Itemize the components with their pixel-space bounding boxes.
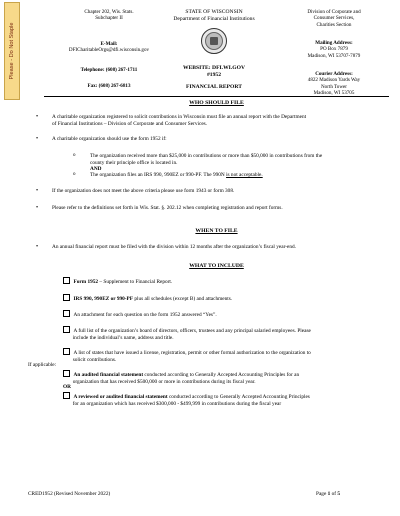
include-item-state-licenses [63,348,398,363]
checkbox[interactable] [63,370,70,377]
bullet-icon: • [36,205,39,211]
telephone: Telephone: (608) 267-1711 [80,67,138,73]
page-number: 1 [327,491,331,497]
email-block [40,41,178,54]
who-bullet-1 [52,114,397,127]
form-number: #1952 [207,71,221,78]
form-revision-id: CRED1952 (Revised November 2022) [28,491,111,497]
include-item-irs-990 [63,294,232,303]
do-not-staple-label: Please - Do Not Staple [9,22,15,80]
who-bullet-2: A charitable organization should use the form 1952 if: [52,136,167,142]
include-item-form-1952 [63,277,172,286]
courier-line: North Tower [320,83,347,90]
page-total: 5 [337,491,340,497]
state-name: STATE OF WISCONSIN [185,9,243,15]
agency-name [158,9,270,23]
item-text: include the individual’s name, address and title. [72,334,174,341]
item-text: – Supplement to Financial Report. [98,279,173,285]
criterion-text: The organization files an IRS 990, 990EZ or 990-PF. The 990N [90,172,227,178]
item-bold-text: IRS 990, 990EZ or 990-PF [73,296,133,302]
item-text: An attachment for each question on the form 1952 answered “Yes”. [73,312,217,318]
checkbox[interactable] [63,326,70,333]
include-item-audited [63,370,398,385]
item-text: conducted according to Generally Accepted Accounting Principles for an [143,372,300,378]
item-text: for an organization which has received $300,000 - $499,999 in contributions during the fiscal year [72,400,282,407]
item-bold-text: An audited financial statement [73,372,144,378]
page-indicator [316,491,340,498]
bullet-icon: • [36,136,39,142]
who-bullet-4: Please refer to the definitions set forth in Wis. Stat. §. 202.12 when completing registration and report forms. [52,205,283,211]
header-divider [44,96,389,97]
who-criterion-1 [90,153,400,166]
item-bold-text: A reviewed or audited financial statement [73,394,168,400]
when-bullet-1: An annual financial report must be filed with the division within 12 months after the organization’s fiscal year-end. [52,244,296,250]
item-text: A list of states that have issued a license, registration, permit or other formal authorization to the organization to [73,350,311,356]
do-not-staple-banner [4,2,20,100]
or-connector: OR [63,384,71,390]
who-should-file-heading: WHO SHOULD FILE [189,100,244,106]
and-connector: AND [90,166,102,172]
item-text: A full list of the organization’s board of directors, officers, trustees and any principal salaried employees. Please [73,328,311,334]
item-text: conducted according to Generally Accepted Accounting Principles [167,394,310,400]
state-seal-icon [201,28,227,54]
bullet-icon: • [36,188,39,194]
text-line: The organization received more than $25,000 in contributions or more than $50,000 in contributions from the [90,153,323,159]
chapter-line: Chapter 202, Wis. Stats. [84,9,134,15]
division-name [278,9,390,28]
courier-line: 4822 Madison Yards Way [307,77,361,84]
courier-label: Courier Address: [315,71,353,77]
department-name: Department of Financial Institutions [173,15,255,22]
courier-address [278,71,390,97]
report-title: FINANCIAL REPORT [186,83,242,90]
email-label: E-Mail: [100,41,118,47]
courier-line: Madison, WI 53705 [313,90,355,97]
checkbox[interactable] [63,392,70,399]
include-item-board-list [63,326,398,341]
checkbox[interactable] [63,277,70,284]
item-bold-text: Form 1952 [73,279,99,285]
page-of: of [330,491,338,497]
text-line: county their principle office is located in. [90,159,178,166]
if-applicable-label: If applicable: [28,362,57,368]
what-to-include-heading: WHAT TO INCLUDE [189,263,244,269]
mailing-line: Madison, WI 53707-7879 [307,52,361,59]
chapter-reference [48,9,170,22]
who-criterion-2 [90,172,400,179]
fax: Fax: (608) 267-6813 [87,83,131,89]
circle-bullet-icon: o [73,153,76,158]
text-line: of Financial Institutions – Division of Corporate and Consumer Services. [52,120,208,127]
division-line: Consumer Services, [313,15,355,22]
not-acceptable-note: is not acceptable. [226,172,263,178]
mailing-label: Mailing Address: [315,40,353,46]
text-line: A charitable organization registered to solicit contributions in Wisconsin must file an annual report with the Department [52,114,307,120]
include-item-reviewed [63,392,398,407]
checkbox[interactable] [63,294,70,301]
when-to-file-heading: WHEN TO FILE [195,228,238,234]
subchapter-line: Subchapter II [95,15,123,22]
division-line: Division of Corporate and [307,9,361,15]
checkbox[interactable] [63,310,70,317]
item-text: solicit contributions. [72,356,117,363]
circle-bullet-icon: o [73,172,76,177]
item-text: organization that has received $500,000 or more in contributions during its fiscal year. [72,378,256,385]
mailing-line: PO Box 7879 [320,46,348,53]
bullet-icon: • [36,114,39,120]
checkbox[interactable] [63,348,70,355]
website[interactable]: WEBSITE: DFI.WI.GOV [182,65,245,71]
bullet-icon: • [36,244,39,250]
email-address[interactable]: DFICharitableOrgs@dfi.wisconsin.gov [68,47,150,54]
who-bullet-3: If the organization does not meet the above criteria please use form 1943 or form 308. [52,188,235,194]
mailing-address [278,40,390,59]
include-item-attachments [63,310,217,319]
page-prefix: Page [316,491,328,497]
item-text: plus all schedules (except B) and attachments. [133,296,233,302]
report-title-block [158,65,270,91]
division-line: Charities Section [316,21,352,28]
